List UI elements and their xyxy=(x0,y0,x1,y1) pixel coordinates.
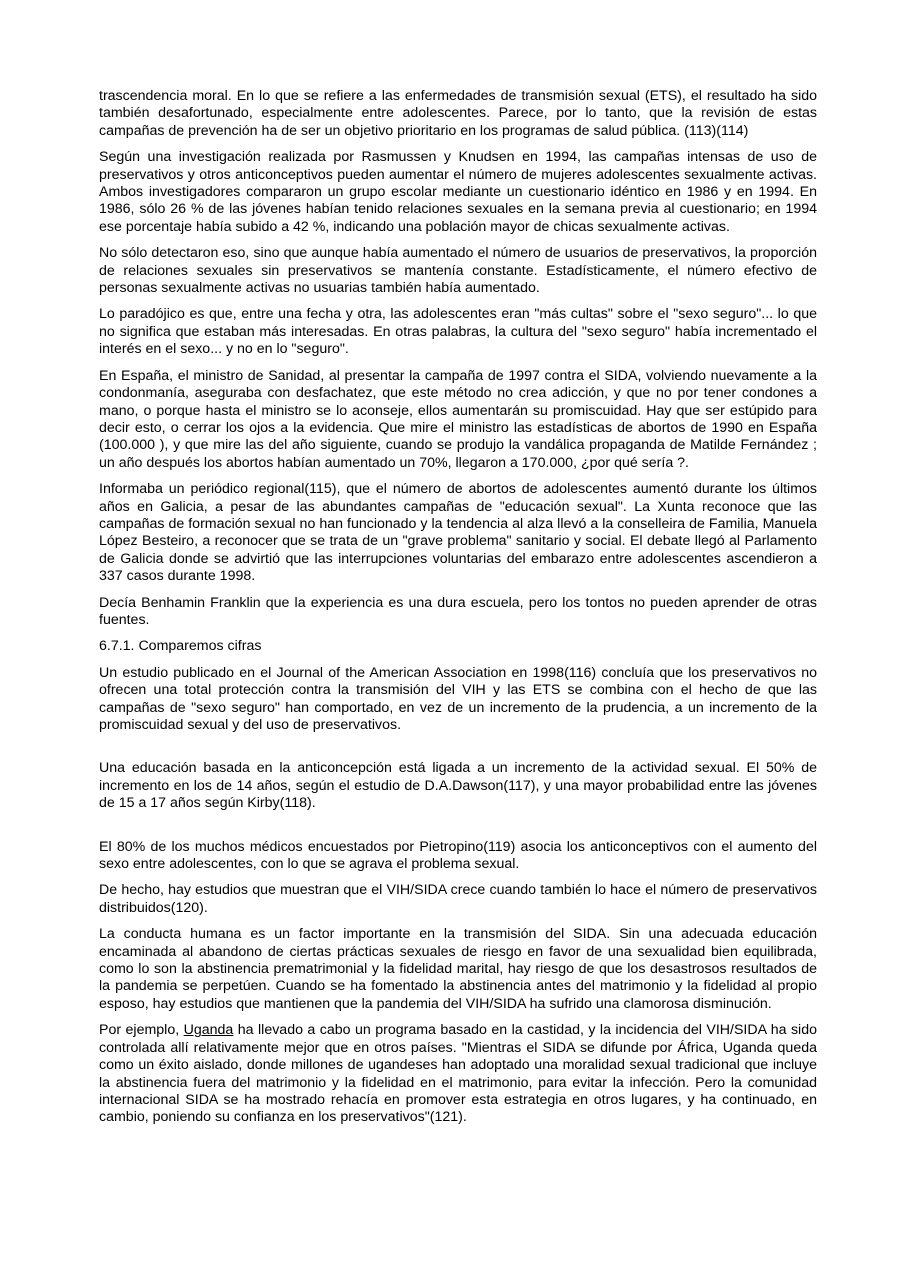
uganda-text-after: ha llevado a cabo un programa basado en la castidad, y la incidencia del VIH/SIDA ha sido controlada allí relativamente mejor que en otros países. "Mientras el SIDA se difunde por África, Uganda queda como un éxito aislado, donde millones de ugandeses han adoptado una moralidad sexual tradicional que incluye la abstinencia fuera del matrimonio y la fidelidad en el matrimonio, para evitar la infección. Pero la comunidad internacional SIDA se ha mostrado rehacía en promover esta estrategia en otros lugares, y ha continuado, en cambio, poniendo su confianza en los preservativos"(121). xyxy=(99,1022,817,1126)
paragraph-detection: No sólo detectaron eso, sino que aunque había aumentado el número de usuarios de preservativos, la proporción de relaciones sexuales sin preservativos se mantenía constante. Estadísticamente, el número efectivo de personas sexualmente activas no usuarias también había aumentado. xyxy=(99,245,817,297)
paragraph-contraception-education: Una educación basada en la anticoncepción está ligada a un incremento de la actividad sexual. El 50% de incremento en los de 14 años, según el estudio de D.A.Dawson(117), y una mayor probabilidad entre las jóvenes de 15 a 17 años según Kirby(118). xyxy=(99,760,817,812)
paragraph-galicia: Informaba un periódico regional(115), que el número de abortos de adolescentes aumentó durante los últimos años en Galicia, a pesar de las abundantes campañas de "educación sexual". La Xunta reconoce que las campañas de formación sexual no han funcionado y la tendencia al alza llevó a la conselleira de Familia, Manuela López Besteiro, a reconocer que se trata de un "grave problema" sanitario y social. El debate llegó al Parlamento de Galicia donde se advirtió que las interrupciones voluntarias del embarazo entre adolescentes ascendieron a 337 casos durante 1998. xyxy=(99,481,817,585)
section-heading: 6.7.1. Comparemos cifras xyxy=(99,638,262,655)
paragraph-spain-minister: En España, el ministro de Sanidad, al presentar la campaña de 1997 contra el SIDA, volviendo nuevamente a la condonmanía, aseguraba con desfachatez, que este método no crea adicción, y que no por tener condones a mano, o porque hasta el ministro se lo aconseje, ellos aumentarán su promiscuidad. Hay que ser estúpido para decir esto, o cerrar los ojos a la evidencia. Que mire el ministro las estadísticas de abortos de 1990 en España (100.000 ), y que mire las del año siguiente, cuando se produjo la vandálica propaganda de Matilde Fernández ; un año después los abortos habían aumentado un 70%, llegaron a 170.000, ¿por qué sería ?. xyxy=(99,367,817,471)
paragraph-rasmussen-knudsen: Según una investigación realizada por Rasmussen y Knudsen en 1994, las campañas intensas de uso de preservativos y otros anticonceptivos pueden aumentar el número de mujeres adolescentes sexualmente activas. Ambos investigadores compararon un grupo escolar mediante un cuestionario idéntico en 1986 y en 1994. En 1986, sólo 26 % de las jóvenes habían tenido relaciones sexuales en la semana previa al cuestionario; en 1994 ese porcentaje había subido a 42 %, indicando una población mayor de chicas sexualmente activas. xyxy=(99,149,817,235)
paragraph-human-conduct: La conducta humana es un factor importante en la transmisión del SIDA. Sin una adecuada educación encaminada al abandono de ciertas prácticas sexuales de riesgo en favor de una sexualidad bien equilibrada, como lo son la abstinencia prematrimonial y la fidelidad marital, hay riesgo de que los desastrosos resultados de la pandemia se perpetúen. Cuando se ha fomentado la abstinencia antes del matrimonio y la fidelidad al propio esposo, hay estudios que mantienen que la pandemia del VIH/SIDA ha sufrido una clamorosa disminución. xyxy=(99,926,817,1012)
paragraph-pietropino: El 80% de los muchos médicos encuestados por Pietropino(119) asocia los anticonceptivos con el aumento del sexo entre adolescentes, con lo que se agrava el problema sexual. xyxy=(99,838,817,873)
paragraph-jama-study: Un estudio publicado en el Journal of the American Association en 1998(116) concluía que los preservativos no ofrecen una total protección contra la transmisión del VIH y las ETS se combina con el hecho de que las campañas de "sexo seguro" han comportado, en vez de un incremento de la prudencia, a un incremento de la promiscuidad sexual y del uso de preservativos. xyxy=(99,664,817,733)
uganda-text-before: Por ejemplo, xyxy=(99,1022,184,1039)
paragraph-uganda xyxy=(99,1022,817,1126)
paragraph-franklin-quote: Decía Benhamin Franklin que la experiencia es una dura escuela, pero los tontos no pueden aprender de otras fuentes. xyxy=(99,594,817,628)
uganda-link[interactable]: Uganda xyxy=(183,1022,234,1039)
paragraph-vih-sida-growth: De hecho, hay estudios que muestran que el VIH/SIDA crece cuando también lo hace el número de preservativos distribuidos(120). xyxy=(99,882,817,916)
paragraph-moral-transcendence: trascendencia moral. En lo que se refiere a las enfermedades de transmisión sexual (ETS), el resultado ha sido también desafortunado, especialmente entre adolescentes. Parece, por lo tanto, que la revisión de estas campañas de prevención ha de ser un objetivo prioritario en los programas de salud pública. (113)(114) xyxy=(99,88,817,139)
document-page xyxy=(99,88,817,1136)
paragraph-paradox: Lo paradójico es que, entre una fecha y otra, las adolescentes eran "más cultas" sobre el "sexo seguro"... lo que no significa que estaban más interesadas. En otras palabras, la cultura del "sexo seguro" había incrementado el interés en el sexo... y no en lo "seguro". xyxy=(99,306,817,358)
